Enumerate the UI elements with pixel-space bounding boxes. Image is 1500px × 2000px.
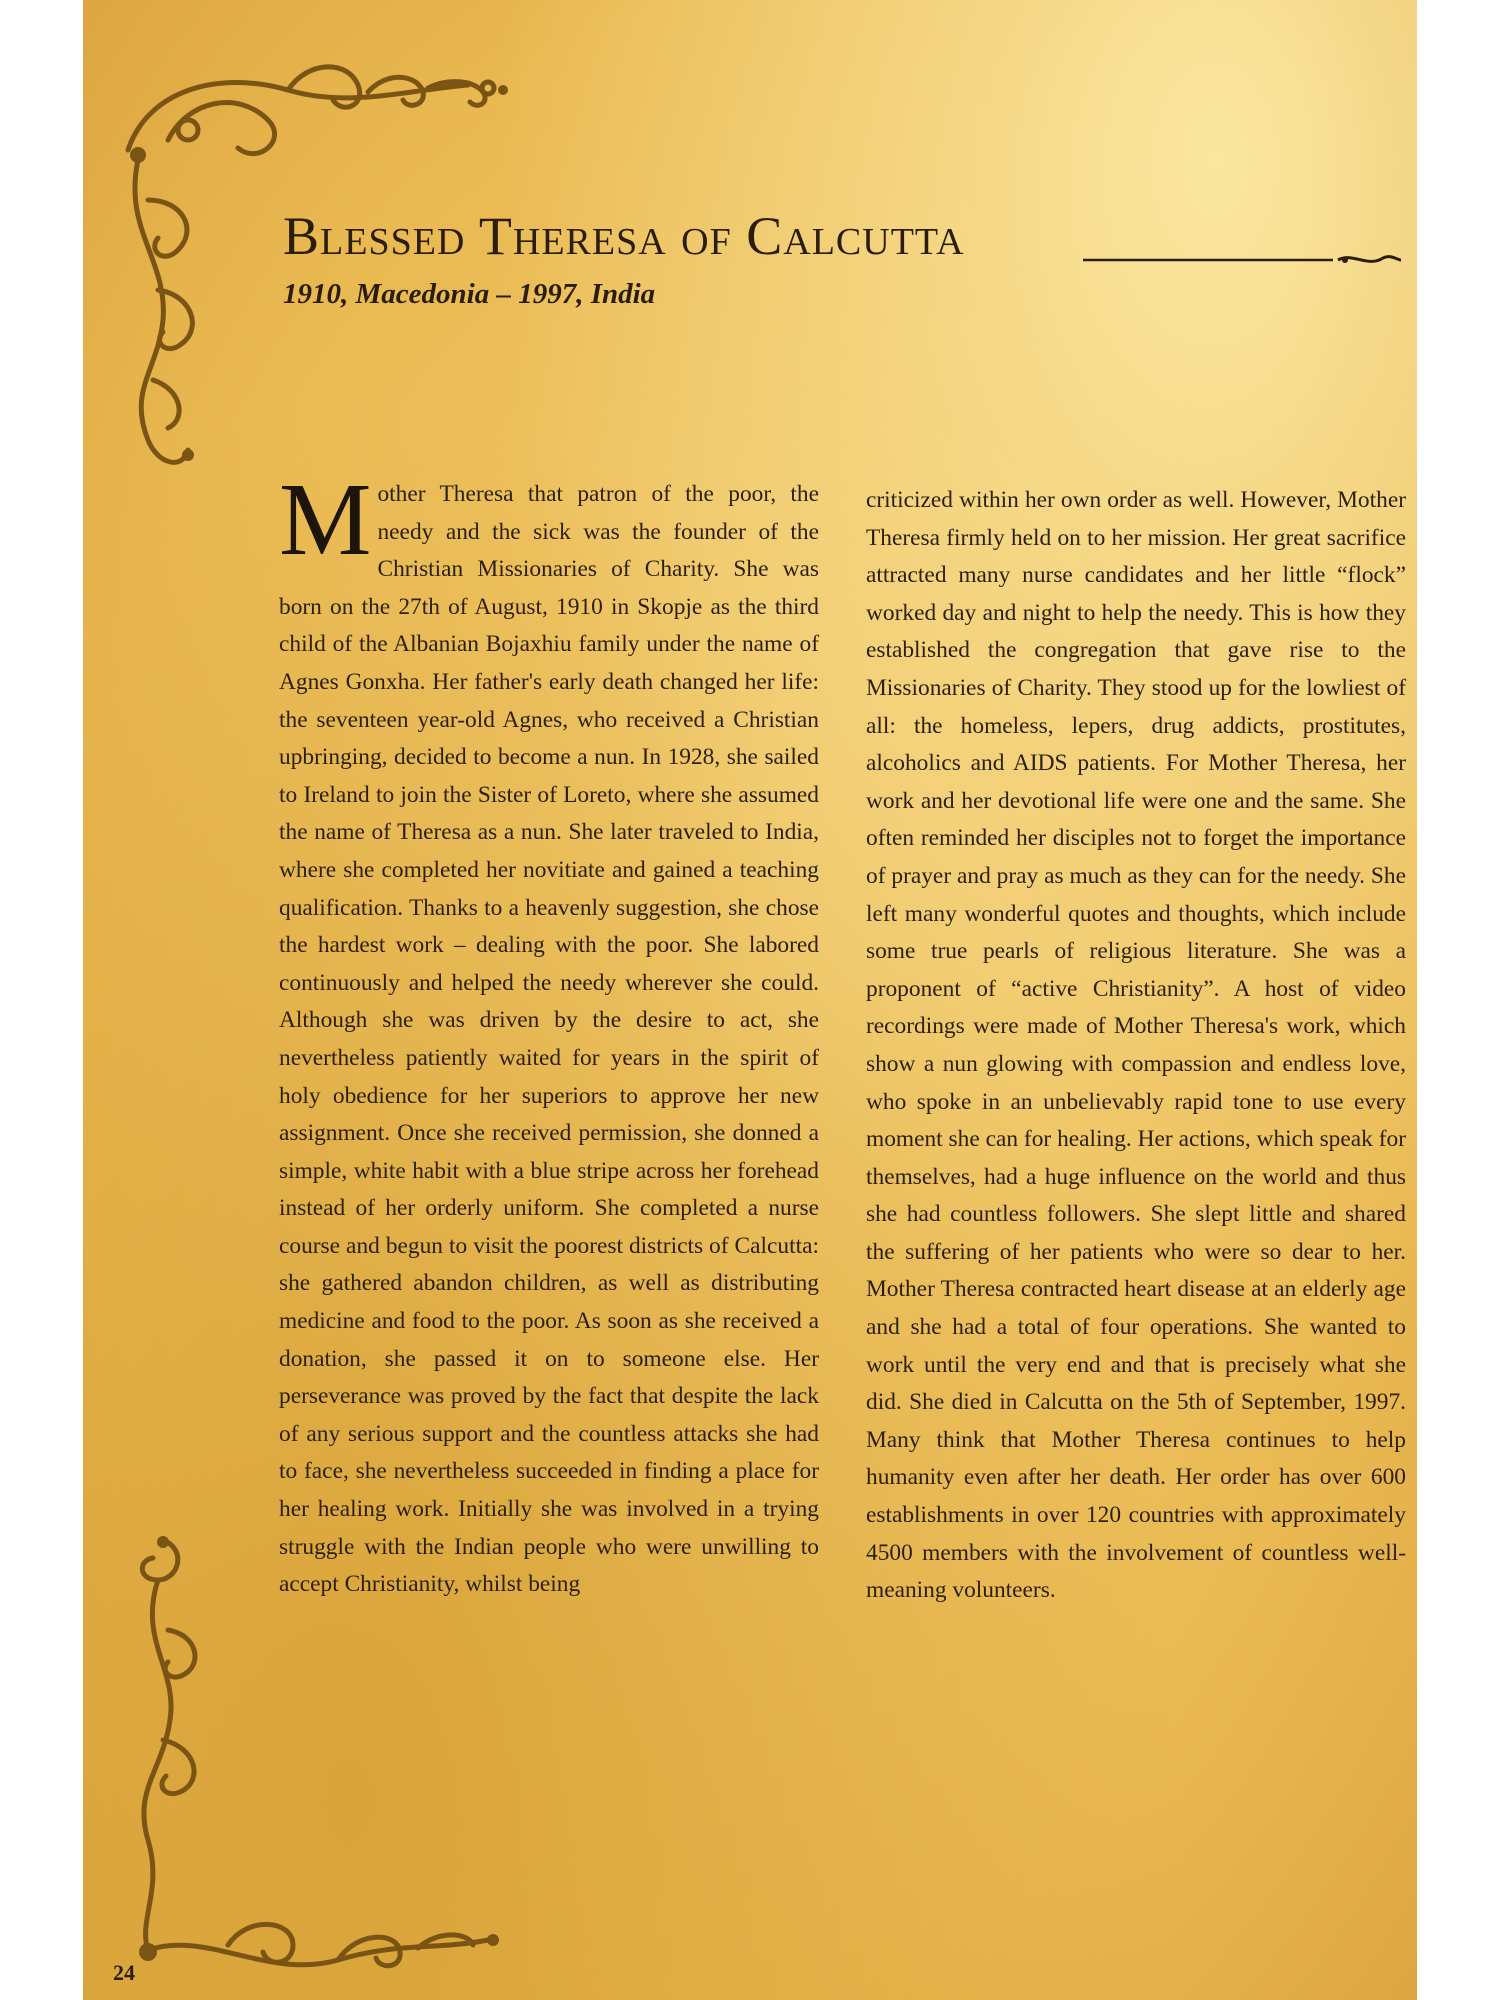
page-number: 24 — [113, 1960, 135, 1985]
title-rule-ornament — [1083, 250, 1403, 270]
book-page — [83, 0, 1417, 2000]
right-column-text: criticized within her own order as well. However, Mother Theresa firmly held on to her mission. Her great sacrifice attracted many nurse candidates and her little “flock” worked day and night to help the needy. This is how they established the congregation that gave rise to the Missionaries of Charity. They stood up for the lowliest of all: the homeless, lepers, drug addicts, prostitutes, alcoholics and AIDS patients. For Mother Theresa, her work and her devotional life were one and the same. She often reminded her disciples not to forget the importance of prayer and pray as much as they can for the needy. She left many wonderful quotes and thoughts, which include some true pearls of religious literature. She was a proponent of “active Christianity”. A host of video recordings were made of Mother Theresa's work, which show a nun glowing with compassion and endless love, who spoke in an unbelievably rapid tone to use every moment she can for healing. Her actions, which speak for themselves, had a huge influence on the world and thus she had countless followers. She slept little and shared the suffering of her patients who were so dear to her. Mother Theresa contracted heart disease at an elderly age and she had a total of four operations. She wanted to work until the very end and that is precisely what she did. She died in Calcutta on the 5th of September, 1997. Many think that Mother Theresa continues to help humanity even after her death. Her order has over 600 establishments in over 120 countries with approximately 4500 members with the involvement of countless well-meaning volunteers. — [866, 487, 1406, 1604]
page-title: Blessed Theresa of Calcutta — [283, 206, 965, 266]
left-column-text: other Theresa that patron of the poor, the needy and the sick was the founder of the Christian Missionaries of Charity. She was born on the 27th of August, 1910 in Skopje as the third child of the Albanian Bojaxhiu family under the name of Agnes Gonxha. Her father's early death changed her life: the seventeen year-old Agnes, who received a Christian upbringing, decided to become a nun. In 1928, she sailed to Ireland to join the Sister of Loreto, where she assumed the name of Theresa as a nun. She later traveled to India, where she completed her novitiate and gained a teaching qualification. Thanks to a heavenly suggestion, she chose the hardest work – dealing with the poor. She labored continuously and helped the needy wherever she could. Although she was driven by the desire to act, she nevertheless patiently waited for years in the spirit of holy obedience for her superiors to approve her new assignment. Once she received permission, she donned a simple, white habit with a blue stripe across her forehead instead of her orderly uniform. She completed a nurse course and begun to visit the poorest districts of Calcutta: she gathered abandon children, as well as distributing medicine and food to the poor. As soon as she received a donation, she passed it on to someone else. Her perseverance was proved by the fact that despite the lack of any serious support and the countless attacks she had to face, she nevertheless succeeded in finding a place for her healing work. Initially she was involved in a trying struggle with the Indian people who were unwilling to accept Christianity, whilst being — [279, 481, 819, 1598]
text-column-left — [279, 462, 819, 1604]
page-subtitle-dates: 1910, Macedonia – 1997, India — [283, 278, 656, 310]
text-column-right — [866, 482, 1406, 1610]
drop-cap: M — [279, 462, 372, 577]
